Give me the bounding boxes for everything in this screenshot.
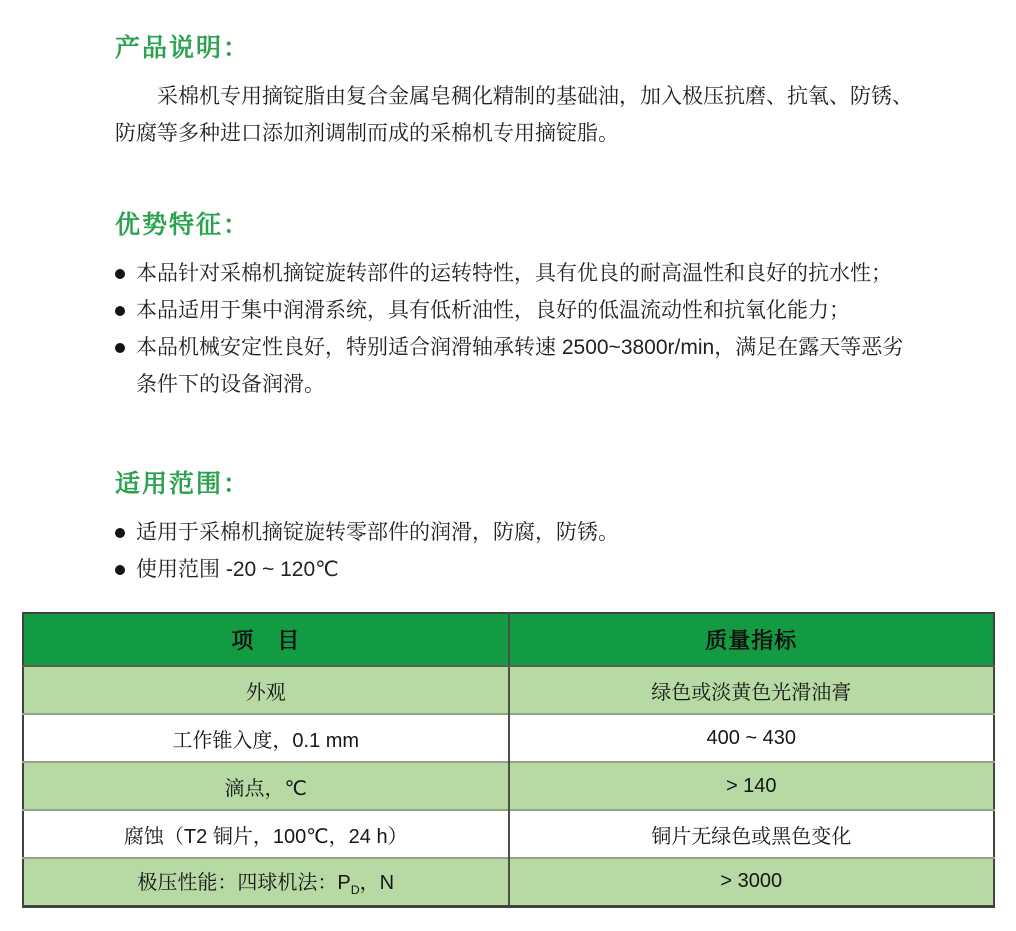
column-header-item: 项 目 xyxy=(23,613,509,666)
value-cell: 绿色或淡黄色光滑油膏 xyxy=(509,666,995,714)
bullet-icon xyxy=(115,343,125,353)
item-text-prefix: 极压性能：四球机法：P xyxy=(137,872,351,895)
product-description-heading: 产品说明： xyxy=(115,34,251,62)
feature-text: 本品适用于集中润滑系统，具有低析油性，良好的低温流动性和抗氧化能力； xyxy=(136,299,850,322)
spec-table-container xyxy=(22,612,995,908)
feature-text: 本品机械安定性良好，特别适合润滑轴承转速 2500~3800r/min，满足在露天等恶劣条件下的设备润滑。 xyxy=(136,336,904,396)
item-cell: 滴点，℃ xyxy=(23,762,509,810)
item-cell: 腐蚀（T2 铜片，100℃，24 h） xyxy=(23,810,509,858)
scope-text: 适用于采棉机摘锭旋转零部件的润滑，防腐，防锈。 xyxy=(136,521,619,544)
table-header-row xyxy=(23,613,994,666)
list-item xyxy=(115,255,916,292)
features-heading: 优势特征： xyxy=(115,211,251,239)
item-cell xyxy=(23,858,509,906)
section-product-description xyxy=(115,33,916,152)
value-cell: 400 ~ 430 xyxy=(509,714,995,762)
item-text-suffix: ，N xyxy=(359,872,395,895)
section-scope xyxy=(115,469,916,588)
value-cell: > 3000 xyxy=(509,858,995,906)
section-features xyxy=(115,210,916,403)
product-description-text: 采棉机专用摘锭脂由复合金属皂稠化精制的基础油，加入极压抗磨、抗氧、防锈、防腐等多种进口添加剂调制而成的采棉机专用摘锭脂。 xyxy=(115,85,913,145)
item-cell: 外观 xyxy=(23,666,509,714)
scope-text: 使用范围 -20 ~ 120℃ xyxy=(136,558,339,581)
list-item xyxy=(115,551,916,588)
item-text-subscript: D xyxy=(350,883,360,898)
bullet-icon xyxy=(115,269,125,279)
value-cell: > 140 xyxy=(509,762,995,810)
value-cell: 铜片无绿色或黑色变化 xyxy=(509,810,995,858)
scope-list xyxy=(115,514,916,588)
bullet-icon xyxy=(115,306,125,316)
table-row xyxy=(23,858,994,906)
bullet-icon xyxy=(115,565,125,575)
table-row xyxy=(23,666,994,714)
table-row xyxy=(23,810,994,858)
spec-table xyxy=(22,612,995,908)
bullet-icon xyxy=(115,528,125,538)
table-row xyxy=(23,762,994,810)
list-item xyxy=(115,292,916,329)
features-list xyxy=(115,255,916,403)
scope-heading: 适用范围： xyxy=(115,470,251,498)
column-header-quality-index: 质量指标 xyxy=(509,613,995,666)
table-row xyxy=(23,714,994,762)
feature-text: 本品针对采棉机摘锭旋转部件的运转特性，具有优良的耐高温性和良好的抗水性； xyxy=(136,262,892,285)
list-item xyxy=(115,329,916,403)
list-item xyxy=(115,514,916,551)
item-cell: 工作锥入度，0.1 mm xyxy=(23,714,509,762)
